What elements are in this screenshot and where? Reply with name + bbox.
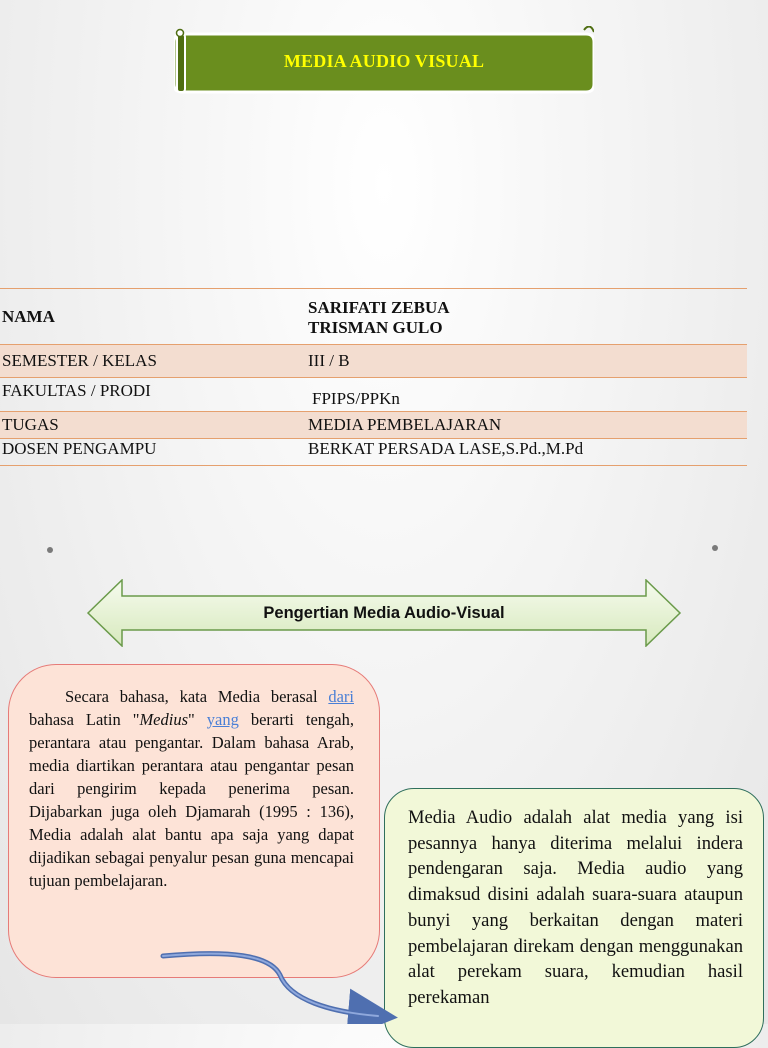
- row-value: FPIPS/PPKn: [306, 378, 747, 412]
- row-value: [306, 289, 747, 345]
- page-title: MEDIA AUDIO VISUAL: [283, 50, 485, 71]
- table-row: [0, 439, 747, 466]
- link-yang[interactable]: yang: [206, 710, 239, 729]
- row-value: BERKAT PERSADA LASE,S.Pd.,M.Pd: [306, 439, 747, 466]
- text-span: bahasa Latin ": [29, 710, 140, 729]
- row-label: FAKULTAS / PRODI: [0, 378, 306, 412]
- text-span: ": [188, 710, 207, 729]
- row-label: NAMA: [0, 289, 306, 345]
- student-info-table: [0, 288, 747, 466]
- table-row: [0, 289, 747, 345]
- section-heading: Pengertian Media Audio-Visual: [263, 603, 505, 622]
- title-banner: [174, 26, 594, 96]
- italic-term: Medius: [139, 710, 189, 729]
- row-label: TUGAS: [0, 412, 306, 439]
- table-row: [0, 378, 747, 412]
- media-audio-text: Media Audio adalah alat media yang isi pesannya hanya diterima melalui indera pendengaran saja. Media audio yang dimaksud disini adalah suara-suara ataupun bunyi yang berkaitan dengan materi pembelajaran direkam dengan menggunakan alat perekam suara, kemudian hasil perekaman: [408, 807, 743, 1008]
- row-label: SEMESTER / KELAS: [0, 345, 306, 378]
- row-label: DOSEN PENGAMPU: [0, 439, 306, 466]
- value-line: TRISMAN GULO: [308, 317, 443, 337]
- table-row: [0, 412, 747, 439]
- link-dari[interactable]: dari: [328, 687, 354, 706]
- value-line: SARIFATI ZEBUA: [308, 297, 450, 317]
- definition-box: [8, 664, 380, 978]
- table-row: [0, 345, 747, 378]
- bullet-dot: [712, 545, 718, 551]
- media-audio-box: [384, 788, 764, 1048]
- row-value: MEDIA PEMBELAJARAN: [306, 412, 747, 439]
- definition-text: [29, 685, 354, 892]
- row-value: III / B: [306, 345, 747, 378]
- text-span: Secara bahasa, kata Media berasal: [65, 687, 329, 706]
- bullet-dot: [47, 547, 53, 553]
- text-span: berarti tengah, perantara atau pengantar. Dalam bahasa Arab, media diartikan perantara atau pengantar pesan dari pengirim kepada penerima pesan. Dijabarkan juga oleh Djamarah (1995 : 136), Media adalah alat bantu apa saja yang dapat dijadikan sebagai penyalur pesan guna mencapai tujuan pembelajaran.: [29, 710, 354, 890]
- section-heading-arrow: [86, 579, 682, 647]
